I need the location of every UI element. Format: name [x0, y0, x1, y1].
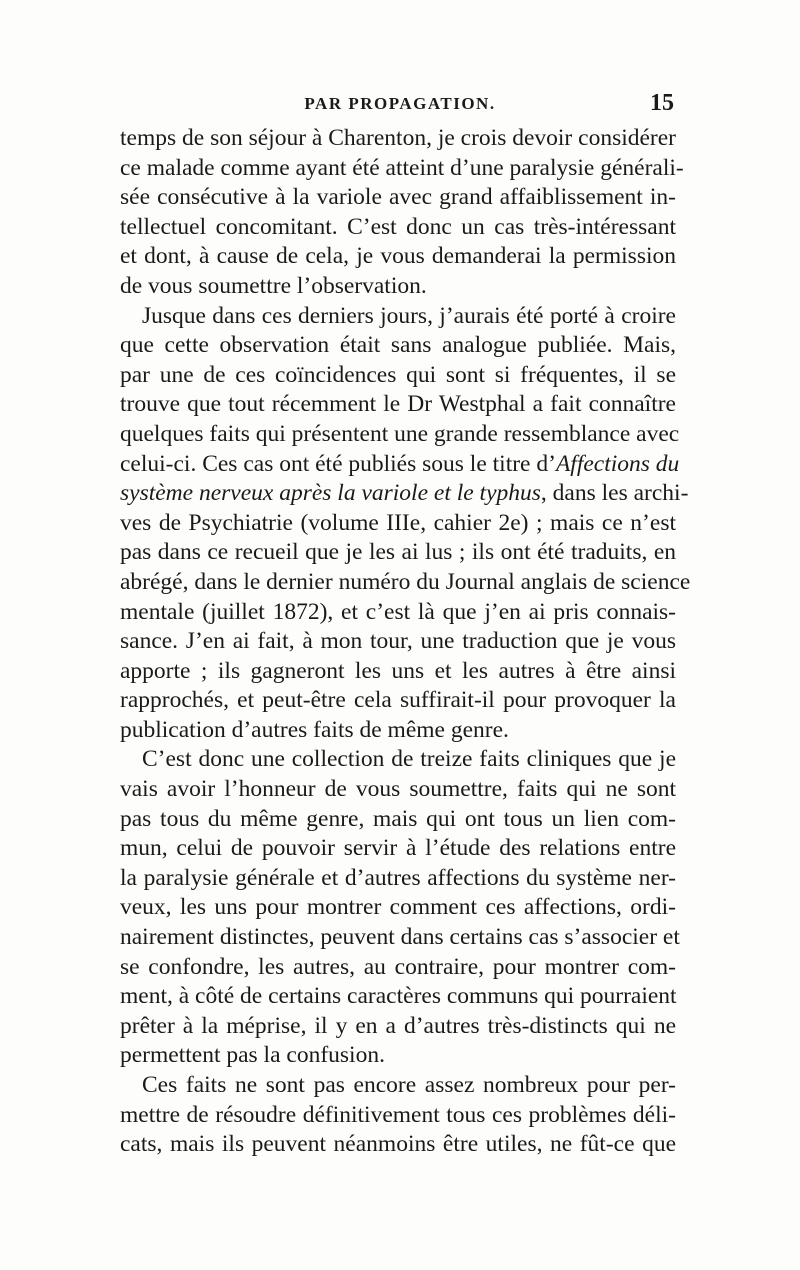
body-text [120, 124, 691, 1160]
text-line [120, 450, 680, 480]
text-line: prêter à la méprise, il y en a d’autres très-distincts qui ne [120, 1012, 676, 1039]
text-line: abrégé, dans le dernier numéro du Journal anglais de science [120, 568, 691, 595]
text-line: apporte ; ils gagneront les uns et les autres à être ainsi [120, 657, 676, 684]
running-head [120, 90, 680, 120]
text-line: permettent pas la confusion. [120, 1042, 385, 1069]
text-line: ment, à côté de certains caractères communs qui pourraient [120, 983, 677, 1010]
text-line: Jusque dans ces derniers jours, j’aurais été porté à croire [142, 302, 676, 329]
text-line: rapprochés, et peut-être cela suffirait-il pour provoquer la [120, 687, 676, 714]
text-segment: , dans les archi- [540, 480, 689, 507]
text-line: pas tous du même genre, mais qui ont tous un lien com- [120, 805, 676, 832]
text-line: cats, mais ils peuvent néanmoins être utiles, ne fût-ce que [120, 1131, 676, 1158]
text-line: tellectuel concomitant. C’est donc un cas très-intéressant [120, 213, 676, 240]
text-line: mentale (juillet 1872), et c’est là que j’en ai pris connais- [120, 598, 676, 625]
page-number: 15 [650, 90, 674, 116]
text-line: la paralysie générale et d’autres affections du système ner- [120, 864, 676, 891]
text-line [120, 479, 689, 509]
text-line: sance. J’en ai fait, à mon tour, une traduction que je vous [120, 628, 676, 655]
text-line: veux, les uns pour montrer comment ces affections, ordi- [120, 894, 676, 921]
text-line: mun, celui de pouvoir servir à l’étude des relations entre [120, 835, 676, 862]
text-line: sée consécutive à la variole avec grand affaiblissement in- [120, 184, 676, 211]
italic-title-segment: système nerveux après la variole et le typhus [120, 480, 541, 507]
text-line: pas dans ce recueil que je les ai lus ; ils ont été traduits, en [120, 539, 676, 566]
text-line: quelques faits qui présentent une grande ressemblance avec [120, 420, 680, 447]
text-line: nairement distinctes, peuvent dans certains cas s’associer et [120, 924, 680, 951]
text-line: vais avoir l’honneur de vous soumettre, faits qui ne sont [120, 776, 676, 803]
running-title: PAR PROPAGATION. [304, 94, 496, 113]
text-line: se confondre, les autres, au contraire, pour montrer com- [120, 953, 676, 980]
text-line: par une de ces coïncidences qui sont si fréquentes, il se [120, 361, 676, 388]
text-line: ce malade comme ayant été atteint d’une paralysie générali- [120, 154, 684, 181]
text-line: temps de son séjour à Charenton, je crois devoir considérer [120, 125, 677, 151]
text-line: publication d’autres faits de même genre. [120, 716, 509, 743]
italic-title-segment: Affections du [555, 450, 680, 477]
text-line: de vous soumettre l’observation. [120, 272, 427, 299]
text-line: ves de Psychiatrie (volume IIIe, cahier 2e) ; mais ce n’est [120, 509, 676, 536]
text-line: trouve que tout récemment le Dr Westphal a fait connaître [120, 391, 676, 418]
text-line: et dont, à cause de cela, je vous demanderai la permission [120, 243, 676, 270]
text-line: Ces faits ne sont pas encore assez nombreux pour per- [142, 1072, 676, 1098]
text-line: mettre de résoudre définitivement tous ces problèmes déli- [120, 1101, 676, 1128]
text-segment: celui-ci. Ces cas ont été publiés sous le titre d’ [120, 450, 556, 477]
text-line: que cette observation était sans analogue publiée. Mais, [120, 332, 676, 359]
text-line: C’est donc une collection de treize faits cliniques que je [142, 746, 676, 773]
